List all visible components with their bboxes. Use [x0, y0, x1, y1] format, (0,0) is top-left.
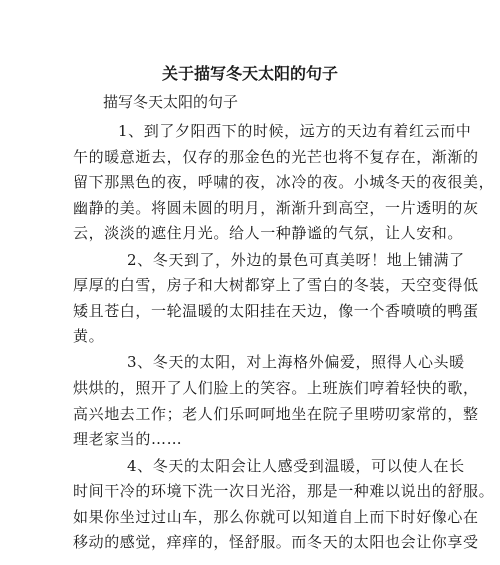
paragraph-line: 烘烘的，照开了人们脸上的笑容。上班族们哼着轻快的歌， — [73, 379, 479, 397]
paragraph-line: 4、冬天的太阳会让人感受到温暖，可以使人在长 — [127, 457, 465, 475]
paragraph-line: 1、到了夕阳西下的时候，远方的天边有着红云而中 — [118, 122, 472, 140]
document-subtitle: 描写冬天太阳的句子 — [103, 93, 239, 111]
paragraph-line: 理老家当的…… — [73, 430, 183, 448]
paragraph-line: 时间干冷的环境下洗一次日光浴，那是一种难以说出的舒服。 — [73, 482, 495, 500]
paragraph-line: 黄。 — [73, 327, 105, 345]
paragraph-line: 幽静的美。将圆未圆的明月，渐渐升到高空，一片透明的灰 — [73, 199, 479, 217]
paragraph-line: 3、冬天的太阳，对上海格外偏爱，照得人心头暖 — [127, 353, 465, 371]
paragraph-line: 云，淡淡的遮住月光。给人一种静谧的气氛，让人安和。 — [73, 224, 464, 242]
paragraph-line: 留下那黑色的夜，呼啸的夜，冰冷的夜。小城冬天的夜很美， — [73, 173, 495, 191]
paragraph-line: 高兴地去工作；老人们乐呵呵地坐在院子里唠叨家常的，整 — [73, 405, 479, 423]
paragraph-line: 2、冬天到了，外边的景色可真美呀！地上铺满了 — [127, 251, 465, 269]
paragraph-line: 移动的感觉，痒痒的，怪舒服。而冬天的太阳也会让你享受 — [73, 533, 479, 551]
paragraph-line: 厚厚的白雪，房子和大树都穿上了雪白的冬装，天空变得低 — [73, 276, 479, 294]
paragraph-line: 午的暖意逝去，仅存的那金色的光芒也将不复存在，渐渐的 — [73, 148, 479, 166]
paragraph-line: 如果你坐过过山车，那么你就可以知道自上而下时好像心在 — [73, 508, 479, 526]
paragraph-line: 矮且苍白，一轮温暖的太阳挂在天边，像一个香喷喷的鸭蛋 — [73, 302, 479, 320]
document-title: 关于描写冬天太阳的句子 — [161, 64, 338, 83]
